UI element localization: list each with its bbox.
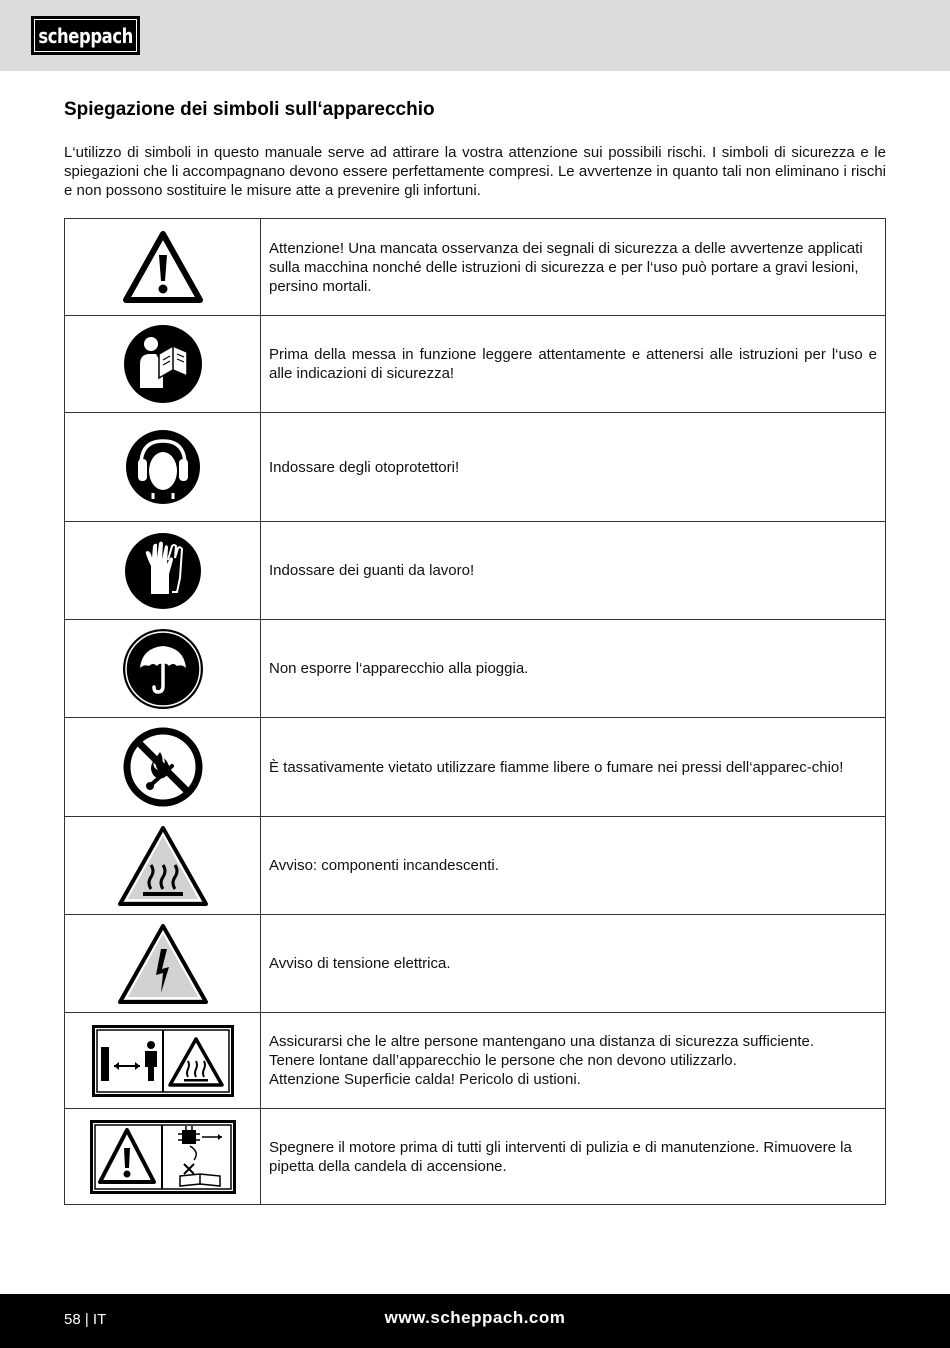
row-text: Indossare dei guanti da lavoro! (261, 522, 886, 620)
electric-voltage-icon (117, 923, 209, 1005)
table-row (65, 817, 886, 915)
table-row (65, 316, 886, 413)
row-text: Attenzione! Una mancata osservanza dei segnali di sicurezza a delle avvertenze applicati sulla macchina nonché delle istruzioni di sicurezza e per l‘uso può portare a gravi lesioni, persino mortali. (261, 219, 886, 316)
warning-triangle-icon (123, 231, 203, 303)
row-text: Avviso di tensione elettrica. (261, 915, 886, 1013)
hot-surface-icon (117, 825, 209, 907)
row-text (261, 1013, 886, 1109)
row-text-line: Attenzione Superficie calda! Pericolo di ustioni. (269, 1071, 581, 1088)
safety-distance-hot-surface-icon (92, 1025, 234, 1097)
ear-protection-icon (125, 429, 201, 505)
page-title: Spiegazione dei simboli sull‘apparecchio (64, 99, 435, 120)
gloves-icon (124, 532, 202, 610)
maintenance-engine-off-icon (90, 1120, 236, 1194)
umbrella-icon (122, 628, 204, 710)
row-text: Avviso: componenti incandescenti. (261, 817, 886, 915)
row-text: Non esporre l‘apparecchio alla pioggia. (261, 620, 886, 718)
no-open-flame-icon (122, 726, 204, 808)
table-row (65, 522, 886, 620)
row-text: Spegnere il motore prima di tutti gli interventi di pulizia e di manutenzione. Rimuovere la pipetta della candela di accensione. (261, 1109, 886, 1205)
table-row (65, 718, 886, 817)
website-link[interactable]: www.scheppach.com (384, 1308, 566, 1327)
row-text: È tassativamente vietato utilizzare fiamme libere o fumare nei pressi dell‘apparec-chio! (261, 718, 886, 817)
table-row (65, 915, 886, 1013)
row-text-line: Assicurarsi che le altre persone mantengano una distanza di sicurezza sufficiente. (269, 1033, 815, 1050)
table-row (65, 1013, 886, 1109)
row-text-line: Tenere lontane dall’apparecchio le persone che non devono utilizzarlo. (269, 1052, 737, 1069)
scheppach-logo: scheppach (31, 16, 140, 55)
read-manual-icon (123, 324, 203, 404)
table-row (65, 620, 886, 718)
table-row (65, 413, 886, 522)
symbols-table (64, 218, 886, 1205)
page-number: 58 | IT (64, 1311, 107, 1328)
row-text: Prima della messa in funzione leggere attentamente e attenersi alle istruzioni per l‘uso e alle indicazioni di sicurezza! (261, 316, 886, 413)
header-band (0, 0, 950, 71)
table-row (65, 219, 886, 316)
row-text: Indossare degli otoprotettori! (261, 413, 886, 522)
intro-paragraph: L‘utilizzo di simboli in questo manuale serve ad attirare la vostra attenzione sui possibili rischi. I simboli di sicurezza e le spiegazioni che li accompagnano devono essere perfettamente compresi. Le avvertenze in quanto tali non eliminano i rischi e non possono sostituire le misure atte a prevenire gli infortuni. (64, 144, 886, 199)
table-row (65, 1109, 886, 1205)
